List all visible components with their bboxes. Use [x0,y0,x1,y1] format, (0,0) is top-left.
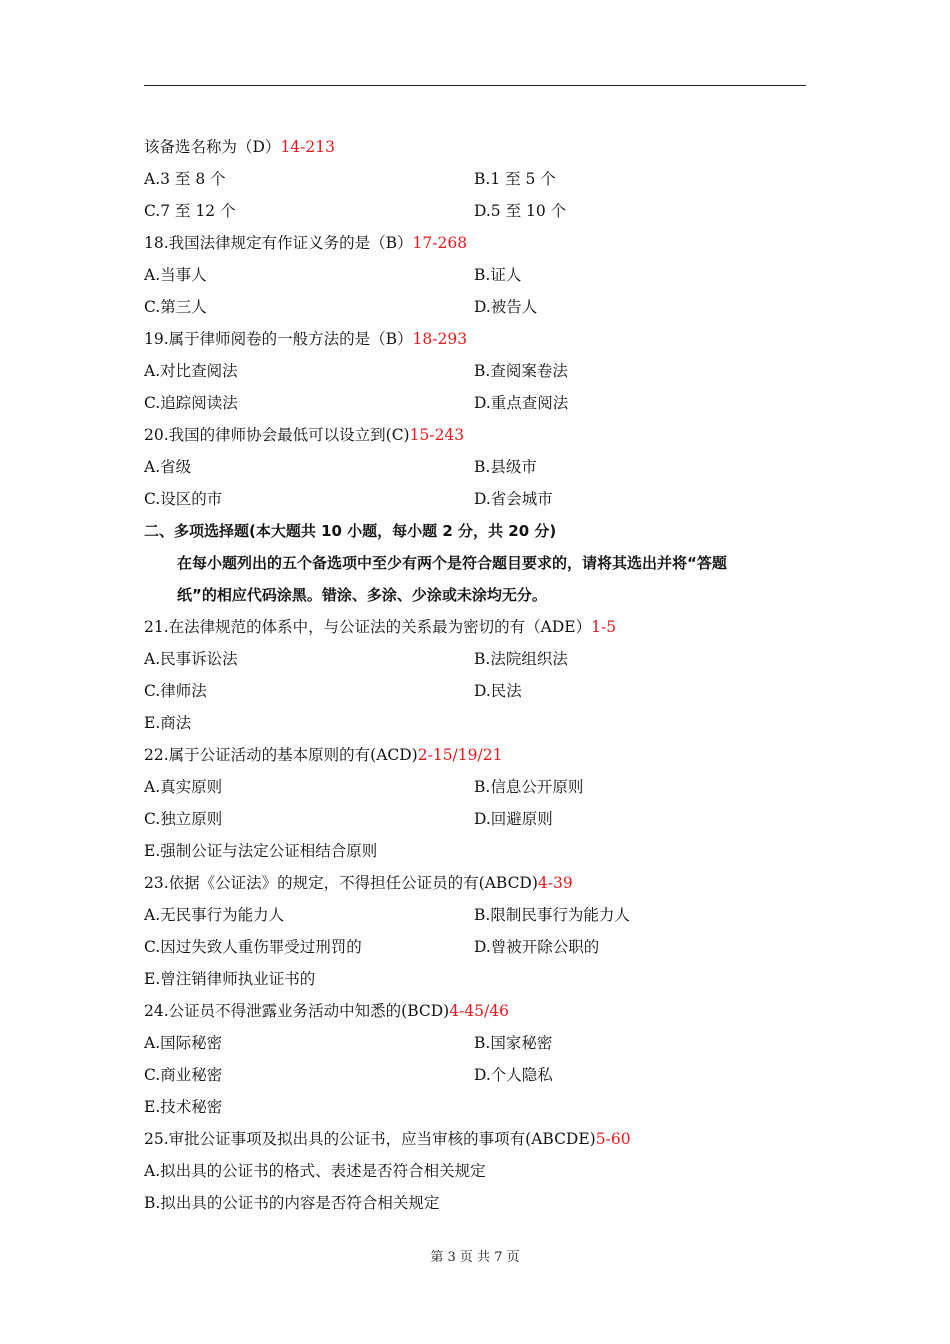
option-right: B.限制民事行为能力人 [474,906,630,924]
line-text: 24.公证员不得泄露业务活动中知悉的(BCD) [144,1002,450,1020]
header-rule [144,85,806,86]
line-text: E.强制公证与法定公证相结合原则 [144,842,378,860]
option-row [144,675,806,707]
option-right: D.重点查阅法 [474,394,569,412]
line-text: 25.审批公证事项及拟出具的公证书，应当审核的事项有(ABCDE) [144,1130,596,1148]
page-footer: 第 3 页 共 7 页 [430,1250,520,1265]
option-row [144,1059,806,1091]
line-text: 18.我国法律规定有作证义务的是（B） [144,234,413,252]
option-row [144,291,806,323]
text-line [144,1155,806,1187]
line-text: E.技术秘密 [144,1098,223,1116]
option-right: B.1 至 5 个 [474,170,556,188]
option-row [144,259,806,291]
option-right: B.法院组织法 [474,650,568,668]
option-left: A.真实原则 [144,778,223,796]
option-right: D.省会城市 [474,490,553,508]
option-row [144,195,806,227]
option-left: C.第三人 [144,298,207,316]
option-right: D.5 至 10 个 [474,202,567,220]
option-left: C.因过失致人重伤罪受过刑罚的 [144,938,362,956]
option-right: D.被告人 [474,298,538,316]
section-instructions [144,579,806,611]
option-left: C.7 至 12 个 [144,202,236,220]
option-left: A.民事诉讼法 [144,650,238,668]
option-row [144,451,806,483]
option-row [144,387,806,419]
instruction-text: 纸”的相应代码涂黑。错涂、多涂、少涂或未涂均无分。 [177,586,547,604]
line-text: E.商法 [144,714,192,732]
line-text: B.拟出具的公证书的内容是否符合相关规定 [144,1194,440,1212]
option-left: A.省级 [144,458,192,476]
option-left: A.对比查阅法 [144,362,238,380]
document-body [144,131,806,1219]
option-row [144,931,806,963]
page-reference: 4-45/46 [449,1002,509,1020]
text-line [144,707,806,739]
line-text: 20.我国的律师协会最低可以设立到(C) [144,426,410,444]
page-reference: 15-243 [409,426,465,444]
instruction-text: 在每小题列出的五个备选项中至少有两个是符合题目要求的，请将其选出并将“答题 [177,554,727,572]
option-left: A.国际秘密 [144,1034,223,1052]
option-left: A.当事人 [144,266,207,284]
section-heading [144,515,806,547]
option-row [144,803,806,835]
page-reference: 4-39 [537,874,573,892]
option-row [144,899,806,931]
question-line [144,1123,806,1155]
option-right: D.回避原则 [474,810,553,828]
option-right: B.证人 [474,266,522,284]
question-line [144,739,806,771]
option-left: C.律师法 [144,682,207,700]
page-reference: 2-15/19/21 [417,746,503,764]
line-text: 21.在法律规范的体系中，与公证法的关系最为密切的有（ADE） [144,618,592,636]
question-line [144,227,806,259]
question-line [144,867,806,899]
page-reference: 18-293 [412,330,468,348]
option-row [144,1027,806,1059]
text-line [144,963,806,995]
option-left: C.追踪阅读法 [144,394,238,412]
question-line [144,995,806,1027]
page-reference: 1-5 [591,618,617,636]
question-line [144,419,806,451]
line-text: 23.依据《公证法》的规定，不得担任公证员的有(ABCD) [144,874,538,892]
text-line [144,835,806,867]
line-text: A.拟出具的公证书的格式、表述是否符合相关规定 [144,1162,486,1180]
option-row [144,771,806,803]
text-line [144,1187,806,1219]
option-right: D.个人隐私 [474,1066,553,1084]
page-reference: 14-213 [280,138,335,156]
option-left: C.独立原则 [144,810,223,828]
option-left: A.无民事行为能力人 [144,906,285,924]
option-left: C.商业秘密 [144,1066,223,1084]
line-text: 19.属于律师阅卷的一般方法的是（B） [144,330,413,348]
option-left: C.设区的市 [144,490,223,508]
option-row [144,163,806,195]
page-reference: 5-60 [595,1130,631,1148]
question-line [144,131,806,163]
option-right: B.查阅案卷法 [474,362,568,380]
line-text: 该备选名称为（D） [144,138,281,156]
option-row [144,643,806,675]
line-text: E.曾注销律师执业证书的 [144,970,316,988]
option-left: A.3 至 8 个 [144,170,226,188]
option-row [144,355,806,387]
option-right: B.国家秘密 [474,1034,553,1052]
section-heading-text: 二、多项选择题(本大题共 10 小题，每小题 2 分，共 20 分) [144,522,557,540]
option-right: D.民法 [474,682,522,700]
text-line [144,1091,806,1123]
question-line [144,323,806,355]
option-row [144,483,806,515]
line-text: 22.属于公证活动的基本原则的有(ACD) [144,746,418,764]
option-right: B.信息公开原则 [474,778,584,796]
option-right: D.曾被开除公职的 [474,938,600,956]
page-reference: 17-268 [412,234,468,252]
question-line [144,611,806,643]
section-instructions [144,547,806,579]
option-right: B.县级市 [474,458,537,476]
